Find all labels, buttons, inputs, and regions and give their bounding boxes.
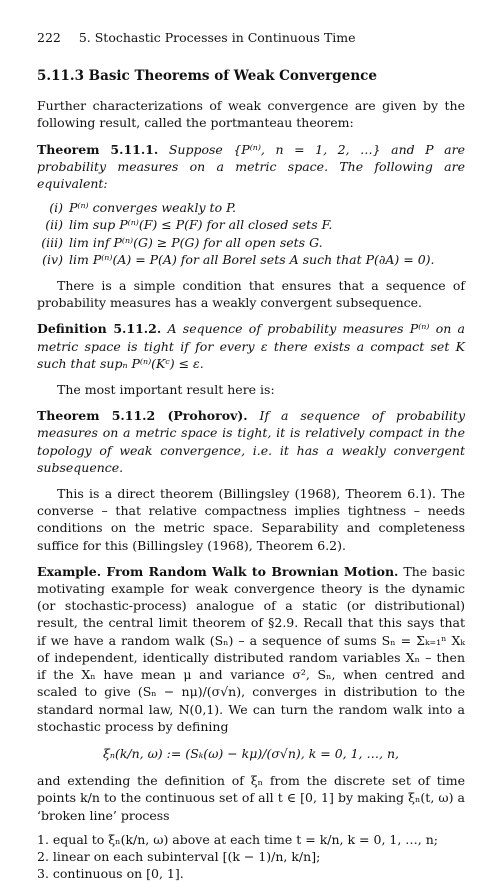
definition-statement: A sequence of probability measures P⁽ⁿ⁾ on a metric space is tight if for every ε there exists a compact set K such that supₙ P⁽ⁿ⁾(Kᶜ) ≤ ε. [37,321,466,371]
list-item: (ii) lim sup P⁽ⁿ⁾(F) ≤ P(F) for all closed sets F. [45,217,333,233]
theorem-statement: If a sequence of probability measures on a metric space is tight, it is relatively compact in the topology of weak convergence, i.e. it has a weakly convergent subsequence. [37,408,466,475]
list-item: (iv) lim P⁽ⁿ⁾(A) = P(A) for all Borel sets A such that P(∂A) = 0). [42,251,435,267]
tightness-intro: There is a simple condition that ensures that a sequence of probability measures has a weakly convergent subsequence. [37,278,465,311]
section-title: 5.11.3 Basic Theorems of Weak Convergence [37,68,377,84]
list-item: (i) P⁽ⁿ⁾ converges weakly to P. [49,200,236,216]
page-number: 222 [37,30,61,45]
display-equation: ξₙ(k/n, ω) := (Sₖ(ω) − kμ)/(σ√n), k = 0, 1, …, n, [103,745,399,761]
list-item: 1. equal to ξₙ(k/n, ω) above at each time t = k/n, k = 0, 1, …, n; [37,831,439,847]
intro-paragraph: Further characterizations of weak convergence are given by the following result, called the portmanteau theorem: [37,98,465,131]
theorem-prohorov [37,407,465,476]
important-result-line: The most important result here is: [57,382,275,398]
theorem-label: Theorem 5.11.1. [37,141,159,157]
running-title: 5. Stochastic Processes in Continuous Time [78,30,356,45]
extension-paragraph: and extending the definition of ξₙ from the discrete set of time points k/n to the continuous set of all t ∈ [0, 1] by making ξₙ(t, ω) a ‘broken line’ process [37,773,465,823]
equivalence-list [37,199,465,268]
definition-5-11-2 [37,320,465,372]
running-header [37,30,467,45]
list-item: (iii) lim inf P⁽ⁿ⁾(G) ≥ P(G) for all open sets G. [41,234,323,250]
list-item: 3. continuous on [0, 1]. [37,866,184,882]
example-paragraph [37,563,465,735]
definition-label: Definition 5.11.2. [37,321,162,337]
page-body [37,68,465,882]
broken-line-steps [37,831,465,882]
theorem-5-11-1 [37,141,465,193]
example-label: Example. From Random Walk to Brownian Motion. [37,563,399,579]
theorem-statement: Suppose {P⁽ⁿ⁾, n = 1, 2, …} and P are probability measures on a metric space. The following are equivalent: [37,141,465,192]
example-text: The basic motivating example for weak convergence theory is the dynamic (or stochastic-process) analogue of a static (or distributional) result, the central limit theorem of §2.9. Recall that this says that if we have a random walk (Sₙ) – a sequence of sums Sₙ = Σₖ₌₁ⁿ Xₖ of independent, identically distributed random variables Xₙ – then if the Xₙ have mean μ and variance σ², Sₙ, when centred and scaled to give (Sₙ − nμ)/(σ√n), converges in distribution to the standard normal law, N(0,1). We can turn the random walk into a stochastic process by defining [37,563,465,734]
direct-theorem-paragraph: This is a direct theorem (Billingsley (1968), Theorem 6.1). The converse – that relative compactness implies tightness – needs conditions on the metric space. Separability and completeness suffice for this (Billingsley (1968), Theorem 6.2). [37,486,465,553]
list-item: 2. linear on each subinterval [(k − 1)/n, k/n]; [37,848,321,864]
theorem-label: Theorem 5.11.2 (Prohorov). [37,408,248,424]
